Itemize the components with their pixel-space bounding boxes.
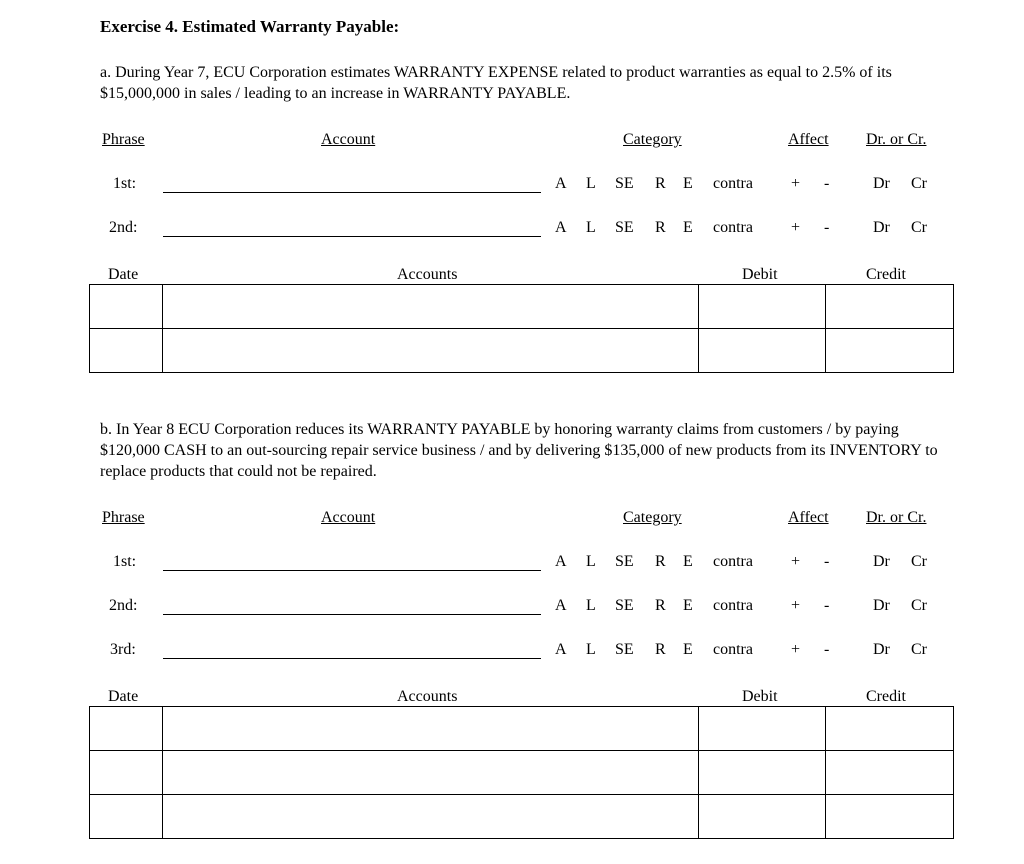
category-option-se[interactable]: SE [615, 597, 634, 614]
credit-cell[interactable] [826, 285, 954, 329]
credit-header: Credit [866, 266, 906, 283]
date-cell[interactable] [90, 707, 163, 751]
category-option-l[interactable]: L [586, 219, 596, 236]
category-option-contra[interactable]: contra [713, 175, 753, 192]
category-option-a[interactable]: A [555, 641, 567, 658]
accounts-cell[interactable] [162, 751, 698, 795]
drcr-option-dr[interactable]: Dr [873, 175, 890, 192]
drcr-option-cr[interactable]: Cr [911, 641, 927, 658]
category-header: Category [623, 131, 682, 148]
date-cell[interactable] [90, 795, 163, 839]
category-option-r[interactable]: R [655, 219, 666, 236]
accounts-header: Accounts [397, 688, 458, 705]
journal-row [90, 751, 954, 795]
debit-cell[interactable] [699, 329, 826, 373]
affect-option-minus[interactable]: - [824, 175, 830, 192]
accounts-cell[interactable] [162, 795, 698, 839]
category-option-e[interactable]: E [683, 641, 693, 658]
category-option-r[interactable]: R [655, 597, 666, 614]
credit-cell[interactable] [826, 329, 954, 373]
row-label: 2nd: [109, 219, 138, 236]
account-answer-line[interactable] [163, 614, 541, 615]
part-a-description: a. During Year 7, ECU Corporation estimates WARRANTY EXPENSE related to product warranties as equal to 2.5% of its $15,000,000 in sales / leading to an increase in WARRANTY PAYABLE. [100, 64, 892, 102]
row-label: 1st: [113, 553, 137, 570]
category-option-l[interactable]: L [586, 641, 596, 658]
credit-header: Credit [866, 688, 906, 705]
journal-table-b [89, 706, 954, 839]
category-header: Category [623, 509, 682, 526]
drcr-option-cr[interactable]: Cr [911, 553, 927, 570]
affect-option-plus[interactable]: + [791, 175, 801, 192]
affect-option-plus[interactable]: + [791, 641, 801, 658]
category-option-r[interactable]: R [655, 553, 666, 570]
date-header: Date [108, 266, 139, 283]
debit-cell[interactable] [699, 751, 826, 795]
credit-cell[interactable] [826, 751, 954, 795]
credit-cell[interactable] [826, 707, 954, 751]
category-option-contra[interactable]: contra [713, 553, 753, 570]
row-label: 3rd: [110, 641, 136, 658]
credit-cell[interactable] [826, 795, 954, 839]
row-label: 2nd: [109, 597, 138, 614]
category-option-r[interactable]: R [655, 641, 666, 658]
accounts-cell[interactable] [162, 329, 698, 373]
row-label: 1st: [113, 175, 137, 192]
category-option-contra[interactable]: contra [713, 641, 753, 658]
category-option-l[interactable]: L [586, 175, 596, 192]
account-answer-line[interactable] [163, 192, 541, 193]
account-header: Account [321, 509, 376, 526]
date-cell[interactable] [90, 751, 163, 795]
debit-cell[interactable] [699, 795, 826, 839]
affect-option-minus[interactable]: - [824, 553, 830, 570]
journal-table-a [89, 284, 954, 373]
affect-option-minus[interactable]: - [824, 641, 830, 658]
affect-option-plus[interactable]: + [791, 553, 801, 570]
drcr-option-dr[interactable]: Dr [873, 219, 890, 236]
account-answer-line[interactable] [163, 658, 541, 659]
journal-row [90, 329, 954, 373]
date-cell[interactable] [90, 329, 163, 373]
drcr-option-cr[interactable]: Cr [911, 219, 927, 236]
debit-header: Debit [742, 688, 778, 705]
date-cell[interactable] [90, 285, 163, 329]
affect-option-plus[interactable]: + [791, 219, 801, 236]
account-header: Account [321, 131, 376, 148]
accounts-cell[interactable] [162, 285, 698, 329]
category-option-r[interactable]: R [655, 175, 666, 192]
phrase-header: Phrase [102, 131, 145, 148]
category-option-se[interactable]: SE [615, 175, 634, 192]
category-option-a[interactable]: A [555, 219, 567, 236]
category-option-e[interactable]: E [683, 219, 693, 236]
drcr-option-cr[interactable]: Cr [911, 597, 927, 614]
journal-row [90, 707, 954, 751]
affect-option-plus[interactable]: + [791, 597, 801, 614]
affect-option-minus[interactable]: - [824, 219, 830, 236]
account-answer-line[interactable] [163, 570, 541, 571]
journal-row [90, 285, 954, 329]
category-option-e[interactable]: E [683, 597, 693, 614]
debit-header: Debit [742, 266, 778, 283]
part-b-description: b. In Year 8 ECU Corporation reduces its WARRANTY PAYABLE by honoring warranty claims from customers / by paying $120,000 CASH to an out-sourcing repair service business / and by delivering $135,000 of new products from its INVENTORY to replace products that could not be repaired. [100, 421, 938, 480]
category-option-a[interactable]: A [555, 597, 567, 614]
category-option-e[interactable]: E [683, 175, 693, 192]
category-option-l[interactable]: L [586, 597, 596, 614]
debit-cell[interactable] [699, 707, 826, 751]
drcr-header: Dr. or Cr. [866, 509, 927, 526]
drcr-option-dr[interactable]: Dr [873, 641, 890, 658]
exercise-title: Exercise 4. Estimated Warranty Payable: [100, 17, 400, 36]
category-option-e[interactable]: E [683, 553, 693, 570]
category-option-contra[interactable]: contra [713, 597, 753, 614]
affect-option-minus[interactable]: - [824, 597, 830, 614]
category-option-a[interactable]: A [555, 553, 567, 570]
category-option-se[interactable]: SE [615, 553, 634, 570]
accounts-cell[interactable] [162, 707, 698, 751]
category-option-contra[interactable]: contra [713, 219, 753, 236]
drcr-option-dr[interactable]: Dr [873, 597, 890, 614]
category-option-se[interactable]: SE [615, 641, 634, 658]
drcr-option-dr[interactable]: Dr [873, 553, 890, 570]
drcr-option-cr[interactable]: Cr [911, 175, 927, 192]
journal-row [90, 795, 954, 839]
category-option-a[interactable]: A [555, 175, 567, 192]
account-answer-line[interactable] [163, 236, 541, 237]
category-option-se[interactable]: SE [615, 219, 634, 236]
drcr-header: Dr. or Cr. [866, 131, 927, 148]
category-option-l[interactable]: L [586, 553, 596, 570]
debit-cell[interactable] [699, 285, 826, 329]
phrase-header: Phrase [102, 509, 145, 526]
affect-header: Affect [788, 509, 829, 526]
date-header: Date [108, 688, 139, 705]
accounts-header: Accounts [397, 266, 458, 283]
affect-header: Affect [788, 131, 829, 148]
